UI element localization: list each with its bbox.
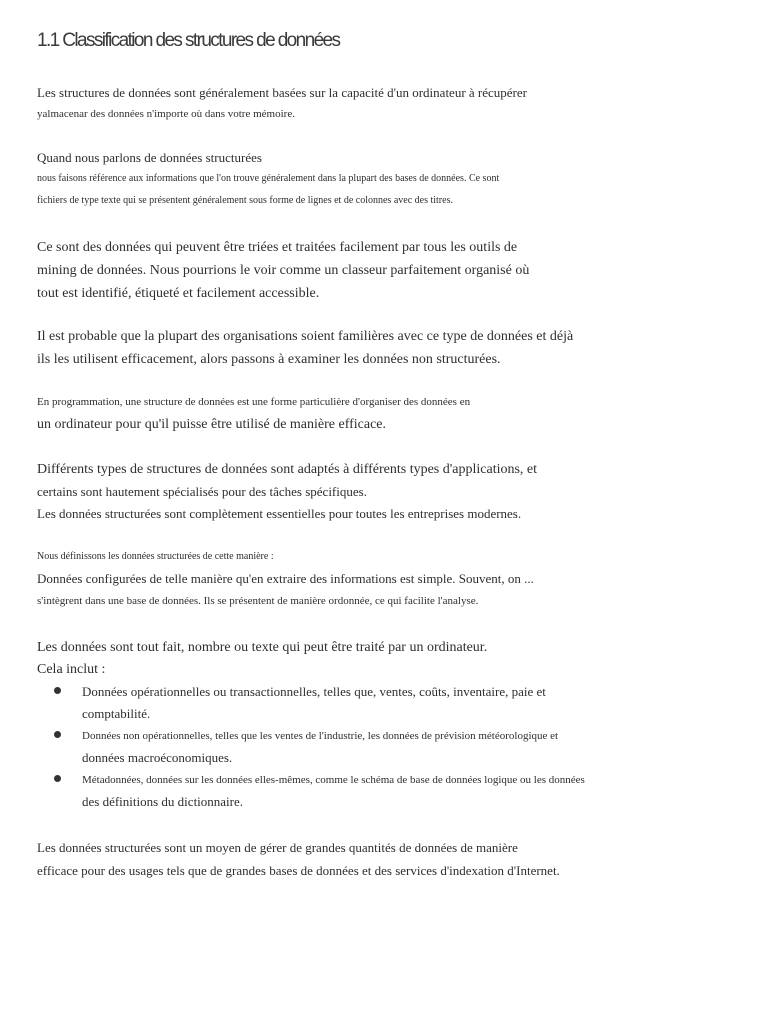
list-item-line: comptabilité.	[82, 706, 151, 721]
paragraph-organisations	[37, 325, 573, 371]
bullet-icon	[54, 731, 61, 738]
paragraph-types	[37, 459, 537, 525]
paragraph-line: certains sont hautement spécialisés pour des tâches spécifiques.	[37, 484, 367, 499]
paragraph-line: fichiers de type texte qui se présentent généralement sous forme de lignes et de colonnes avec des titres.	[37, 195, 453, 206]
paragraph-line: nous faisons référence aux informations que l'on trouve généralement dans la plupart des bases de données. Ce sont	[37, 173, 500, 184]
paragraph-line: Les données structurées sont complètement essentielles pour toutes les entreprises modernes.	[37, 506, 522, 521]
list-item-line: Données non opérationnelles, telles que les ventes de l'industrie, les données de prévision météorologique et	[82, 730, 559, 742]
paragraph-structured-data	[37, 148, 499, 212]
paragraph-intro	[37, 83, 527, 125]
paragraph-conclusion	[37, 836, 560, 882]
paragraph-line: tout est identifié, étiqueté et facilement accessible.	[37, 286, 320, 301]
paragraph-line: Les données structurées sont un moyen de gérer de grandes quantités de données de manière	[37, 840, 518, 855]
paragraph-line: Données configurées de telle manière qu'en extraire des informations est simple. Souvent, on ...	[37, 571, 534, 586]
paragraph-line: mining de données. Nous pourrions le voir comme un classeur parfaitement organisé où	[37, 263, 530, 278]
paragraph-line: En programmation, une structure de données est une forme particulière d'organiser des données en	[37, 396, 471, 408]
paragraph-line: Les structures de données sont généralement basées sur la capacité d'un ordinateur à récupérer	[37, 85, 527, 100]
paragraph-programming	[37, 392, 470, 436]
paragraph-line: s'intègrent dans une base de données. Ils se présentent de manière ordonnée, ce qui facilite l'analyse.	[37, 595, 479, 607]
list-item-line: Métadonnées, données sur les données elles-mêmes, comme le schéma de base de données logique ou les données	[82, 774, 585, 786]
paragraph-line: ils les utilisent efficacement, alors passons à examiner les données non structurées.	[37, 352, 501, 367]
list-item	[37, 769, 585, 813]
paragraph-line: Ce sont des données qui peuvent être triées et traitées facilement par tous les outils de	[37, 240, 518, 255]
paragraph-line: Nous définissons les données structurées de cette manière :	[37, 551, 274, 562]
list-item-line: des définitions du dictionnaire.	[82, 794, 244, 809]
paragraph-heading: Quand nous parlons de données structurées	[37, 150, 262, 165]
paragraph-line: Les données sont tout fait, nombre ou texte qui peut être traité par un ordinateur.	[37, 640, 488, 655]
paragraph-line: Différents types de structures de données sont adaptés à différents types d'applications, et	[37, 462, 538, 477]
list-item-line: Données opérationnelles ou transactionnelles, telles que, ventes, coûts, inventaire, paie et	[82, 684, 546, 699]
list-item	[37, 681, 585, 725]
bullet-icon	[54, 687, 61, 694]
paragraph-line: un ordinateur pour qu'il puisse être utilisé de manière efficace.	[37, 417, 387, 432]
bullet-list	[37, 681, 585, 813]
page-title: 1.1 Classification des structures de données	[37, 30, 340, 51]
paragraph-line: efficace pour des usages tels que de grandes bases de données et des services d'indexation d'Internet.	[37, 863, 560, 878]
list-item	[37, 725, 585, 769]
paragraph-line: Cela inclut :	[37, 662, 106, 677]
list-item-line: données macroéconomiques.	[82, 750, 233, 765]
paragraph-line: yalmacenar des données n'importe où dans votre mémoire.	[37, 108, 295, 120]
bullet-icon	[54, 775, 61, 782]
paragraph-data-includes	[37, 637, 487, 681]
paragraph-line: Il est probable que la plupart des organisations soient familières avec ce type de données et déjà	[37, 329, 574, 344]
paragraph-sortable-data	[37, 236, 529, 305]
paragraph-definition	[37, 547, 534, 612]
